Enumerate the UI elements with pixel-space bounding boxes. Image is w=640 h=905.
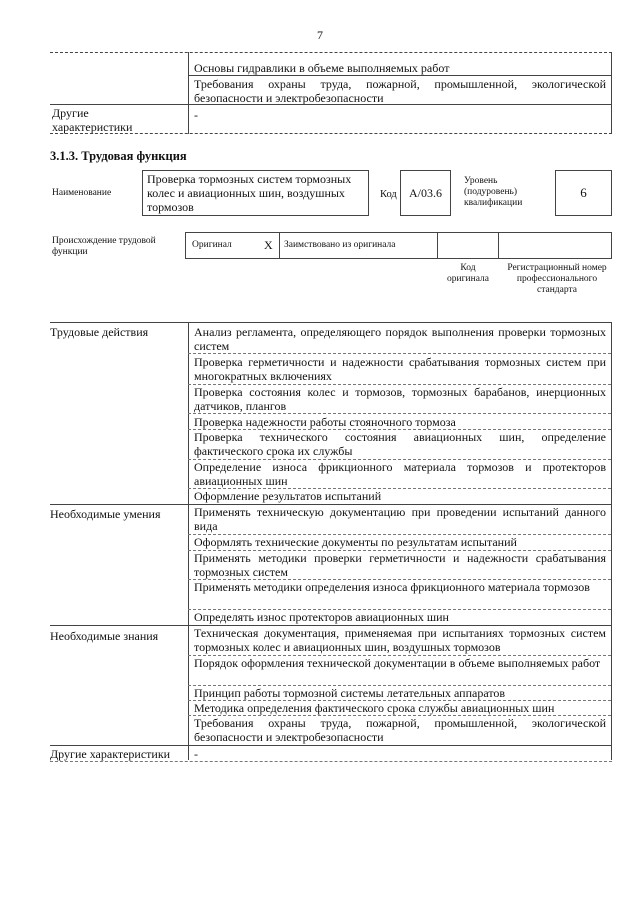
divider xyxy=(611,322,612,760)
borrowed-label: Заимствовано из оригинала xyxy=(284,240,396,250)
labor-action-item: Проверка надежности работы стояночного тормоза xyxy=(194,415,456,429)
original-label: Оригинал xyxy=(192,240,232,250)
code-caption: Код оригинала xyxy=(447,263,489,284)
labor-action-item: Проверка состояния колес и тормозов, тормозных барабанов, инерционных датчиков, плангов xyxy=(194,385,606,413)
reg-caption: Регистрационный номер профессионального стандарта xyxy=(507,263,607,295)
divider xyxy=(498,232,499,259)
function-name: Проверка тормозных систем тормозных колес и авиационных шин, воздушных тормозов xyxy=(147,172,352,214)
origin-label: Происхождение трудовой функции xyxy=(52,236,156,257)
other-characteristics-label: Другие характеристики xyxy=(52,106,133,134)
labor-action-item: Определение износа фрикционного материала тормозов и протекторов авиационных шин xyxy=(194,460,606,488)
level-label: Уровень (подуровень) квалификации xyxy=(464,176,523,208)
divider xyxy=(611,52,612,134)
top-table-row: Требования охраны труда, пожарной, промышленной, экологической безопасности и электробезопасности xyxy=(194,77,606,105)
original-mark: X xyxy=(264,238,273,252)
knowledge-item: Техническая документация, применяемая при испытаниях тормозных систем тормозных колес и авиационных шин, воздушных тормозов xyxy=(194,626,606,654)
divider xyxy=(279,232,280,259)
knowledge-item: Порядок оформления технической документации в объеме выполняемых работ xyxy=(194,656,601,670)
page-number: 7 xyxy=(317,28,323,42)
skill-item: Определять износ протекторов авиационных шин xyxy=(194,610,449,624)
section-title: 3.1.3. Трудовая функция xyxy=(50,149,187,163)
knowledge-item: Методика определения фактического срока службы авиационных шин xyxy=(194,701,555,715)
skill-item: Применять методики проверки герметичности и надежности срабатывания тормозных систем xyxy=(194,551,606,579)
knowledge-item: Требования охраны труда, пожарной, промышленной, экологической безопасности и электробезопасности xyxy=(194,716,606,744)
divider xyxy=(188,52,189,134)
skill-item: Применять методики определения износа фрикционного материала тормозов xyxy=(194,580,590,594)
divider xyxy=(437,232,438,259)
labor-action-item: Оформление результатов испытаний xyxy=(194,489,382,503)
divider xyxy=(50,104,612,105)
code-label: Код xyxy=(380,189,397,200)
divider xyxy=(188,353,611,354)
knowledge-item: Принцип работы тормозной системы летательных аппаратов xyxy=(194,686,506,700)
divider xyxy=(188,413,611,414)
labor-actions-label: Трудовые действия xyxy=(50,325,149,339)
divider xyxy=(50,322,612,323)
labor-action-item: Проверка технического состояния авиационных шин, определение фактического срока их службы xyxy=(194,430,606,458)
divider xyxy=(188,322,189,760)
top-table-row: Основы гидравлики в объеме выполняемых работ xyxy=(194,61,450,75)
skill-item: Применять техническую документацию при проведении испытаний данного вида xyxy=(194,505,606,533)
code-value: A/03.6 xyxy=(409,186,442,200)
divider xyxy=(50,52,612,53)
name-label: Наименование xyxy=(52,188,112,198)
divider xyxy=(188,75,611,76)
labor-action-item: Анализ регламента, определяющего порядок выполнения проверки тормозных систем xyxy=(194,325,606,353)
skill-item: Оформлять технические документы по результатам испытаний xyxy=(194,535,517,549)
other-characteristics-value: - xyxy=(194,108,198,122)
divider xyxy=(50,133,612,134)
divider xyxy=(50,745,612,746)
origin-box xyxy=(185,232,612,259)
level-value: 6 xyxy=(580,185,587,200)
knowledge-label: Необходимые знания xyxy=(50,629,159,643)
skills-label: Необходимые умения xyxy=(50,507,161,521)
labor-action-item: Проверка герметичности и надежности срабатывания тормозных систем при многократных включениях xyxy=(194,355,606,383)
divider xyxy=(50,761,612,762)
other-label: Другие характеристики xyxy=(50,747,171,761)
other-value: - xyxy=(194,747,198,761)
